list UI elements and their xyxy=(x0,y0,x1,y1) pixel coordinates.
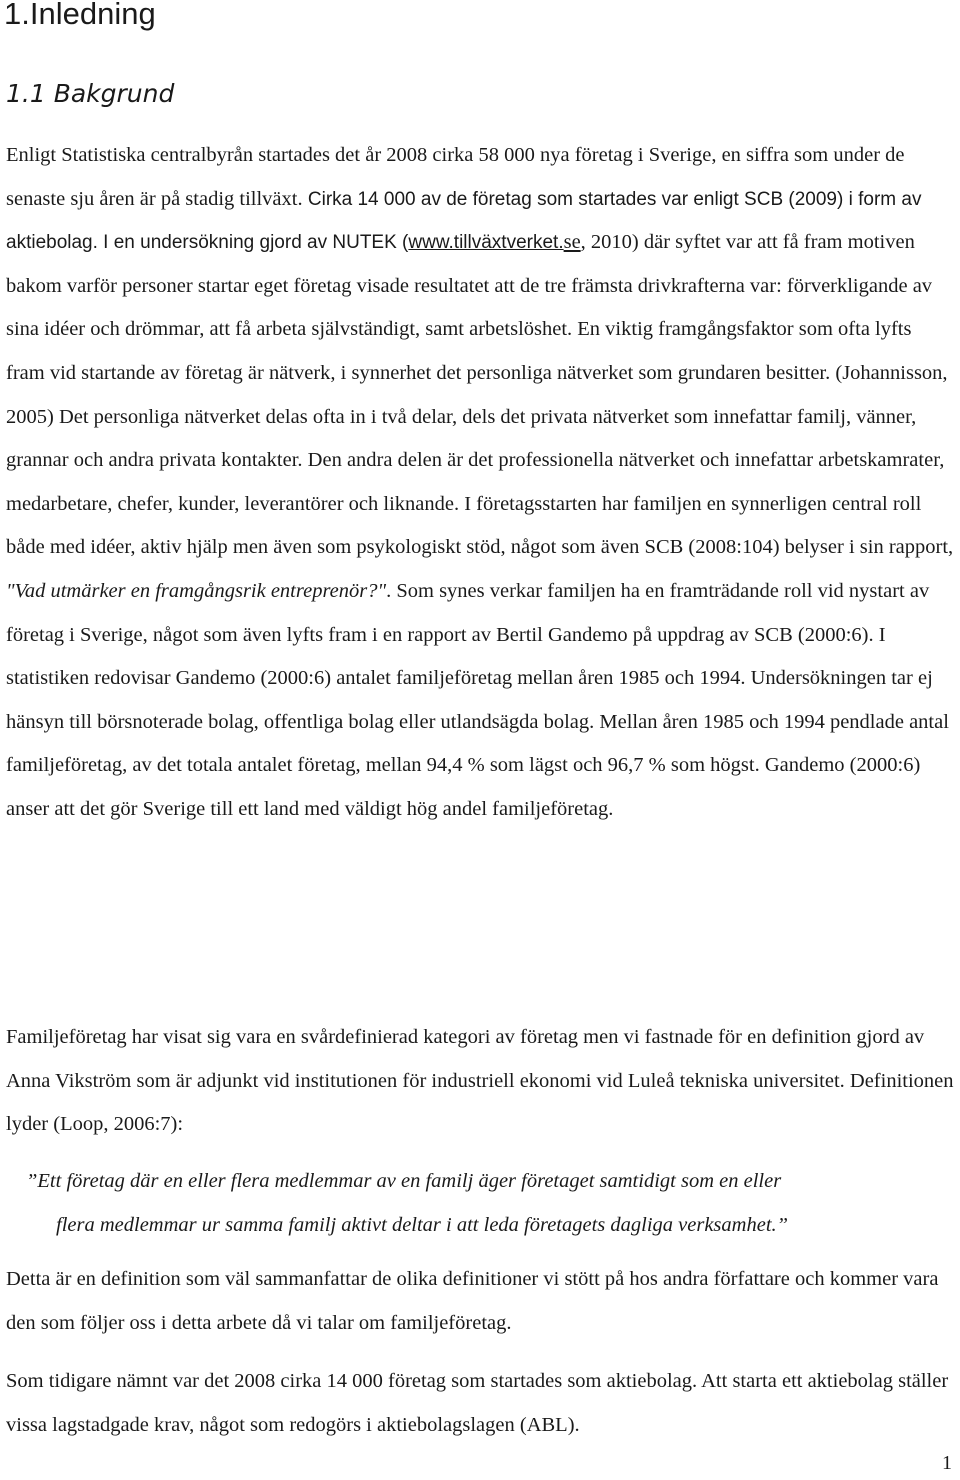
paragraph-rest: . Som synes verkar familjen ha en framträdande roll vid nystart av företag i Sverige, något som även lyfts fram i en rapport av Bertil Gandemo på uppdrag av SCB (2000:6). I statistiken redovisar Gandemo (2000:6) antalet familjeföretag mellan åren 1985 och 1994. Undersökningen tar ej hänsyn till börsnoterade bolag, offentliga bolag eller utlandsägda bolag. Mellan åren 1985 och 1994 pendlade antal familjeföretag, av det totala antalet företag, mellan 94,4 % som lägst och 96,7 % som högst. Gandemo (2000:6) anser att det gör Sverige till ett land med väldigt hög andel familjeföretag. xyxy=(6,579,949,820)
chapter-heading: 1.Inledning xyxy=(4,0,156,31)
nutek-link[interactable]: www.tillväxtverket. xyxy=(408,232,564,254)
definition-quote xyxy=(26,1160,956,1247)
background-paragraph xyxy=(6,134,954,832)
report-title: "Vad utmärker en framgångsrik entreprenör?" xyxy=(6,579,387,602)
quote-line-2: flera medlemmar ur samma familj aktivt deltar i att leda företagets dagliga verksamhet.” xyxy=(56,1213,789,1236)
aktiebolag-paragraph: Som tidigare nämnt var det 2008 cirka 14 000 företag som startades som aktiebolag. Att starta ett aktiebolag ställer vissa lagstadgade krav, något som redogörs i aktiebolagslagen (ABL). xyxy=(6,1370,949,1436)
section-heading: 1.1 Bakgrund xyxy=(6,79,175,108)
nutek-link-suffix[interactable]: se xyxy=(563,231,581,254)
quote-line-1: ”Ett företag där en eller flera medlemmar av en familj äger företaget samtidigt som en eller xyxy=(26,1170,782,1192)
paragraph-intro: Enligt Statistiska centralbyrån startades det år 2008 cirka 58 000 nya företag i Sverige, en siffra som under de senaste sju åren är på stadig tillväxt. xyxy=(6,144,905,210)
summary-paragraph: Detta är en definition som väl sammanfattar de olika definitioner vi stött på hos andra författare och kommer vara den som följer oss i detta arbete då vi talar om familjeföretag. xyxy=(6,1268,939,1334)
definition-paragraph: Familjeföretag har visat sig vara en svårdefinierad kategori av företag men vi fastnade för en definition gjord av Anna Vikström som är adjunkt vid institutionen för industriell ekonomi vid Luleå tekniska universitet. Definitionen lyder (Loop, 2006:7): xyxy=(6,1026,954,1136)
page-number: 1 xyxy=(942,1452,952,1474)
paragraph-sans-segment: Cirka 14 000 av de företag som startades var enligt SCB (2009) i form av aktiebolag. I en undersökning gjord av NUTEK ( xyxy=(6,188,922,254)
paragraph-body: , 2010) där syftet var att få fram motiven bakom varför personer startar eget företag visade resultatet att de tre främsta drivkrafterna var: förverkligande av sina idéer och drömmar, att få arbeta självständigt, samt arbetslöshet. En viktig framgångsfaktor som ofta lyfts fram vid startande av företag är nätverk, i synnerhet det personliga nätverket som grundaren besitter. (Johannisson, 2005) Det personliga nätverket delas ofta in i två delar, dels det privata nätverket som innefattar familj, vänner, grannar och andra privata kontakter. Den andra delen är det professionella nätverket och innefattar arbetskamrater, medarbetare, chefer, kunder, leverantörer och liknande. I företagsstarten har familjen en synnerligen central roll både med idéer, aktiv hjälp men även som psykologiskt stöd, något som även SCB (2008:104) belyser i sin rapport, xyxy=(6,231,954,559)
